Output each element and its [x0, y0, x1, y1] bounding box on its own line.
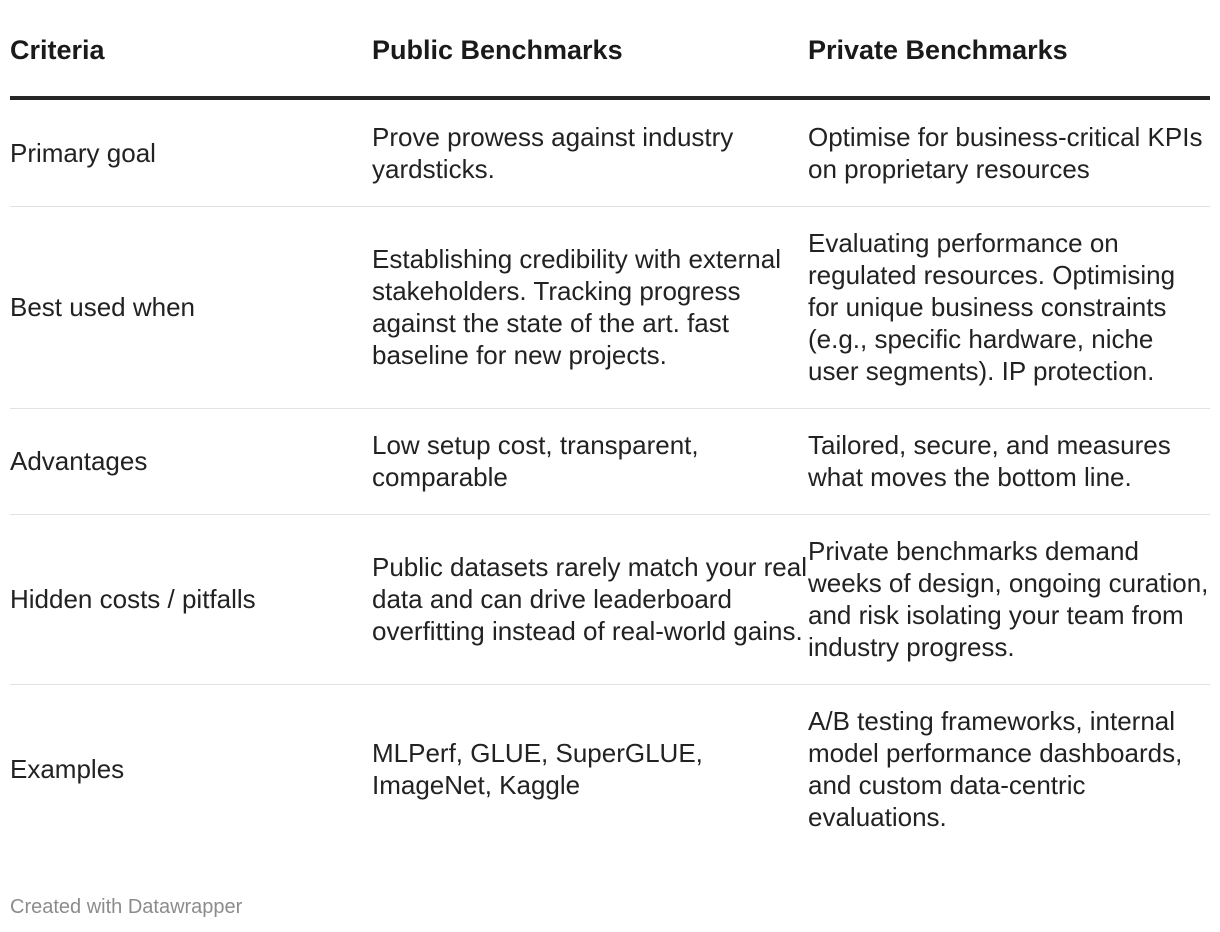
table-row — [10, 684, 1210, 854]
table-header — [10, 0, 1210, 98]
header-row — [10, 0, 1210, 98]
header-public-benchmarks: Public Benchmarks — [372, 0, 808, 98]
cell-private: Optimise for business-critical KPIs on proprietary resources — [808, 98, 1210, 206]
header-criteria: Criteria — [10, 0, 372, 98]
comparison-table-container — [10, 0, 1210, 854]
table-row — [10, 206, 1210, 408]
cell-public: Public datasets rarely match your real data and can drive leaderboard overfitting instead of real-world gains. — [372, 514, 808, 684]
cell-private: Private benchmarks demand weeks of design, ongoing curation, and risk isolating your team from industry progress. — [808, 514, 1210, 684]
cell-criteria: Primary goal — [10, 98, 372, 206]
cell-criteria: Best used when — [10, 206, 372, 408]
cell-public: Prove prowess against industry yardsticks. — [372, 98, 808, 206]
comparison-table — [10, 0, 1210, 854]
datawrapper-credit: Created with Datawrapper — [10, 896, 243, 918]
cell-private: Evaluating performance on regulated resources. Optimising for unique business constraints (e.g., specific hardware, niche user segments). IP protection. — [808, 206, 1210, 408]
header-private-benchmarks: Private Benchmarks — [808, 0, 1210, 98]
table-body — [10, 98, 1210, 854]
table-row — [10, 98, 1210, 206]
cell-private: Tailored, secure, and measures what moves the bottom line. — [808, 408, 1210, 514]
cell-public: Low setup cost, transparent, comparable — [372, 408, 808, 514]
cell-criteria: Examples — [10, 754, 125, 785]
cell-criteria: Hidden costs / pitfalls — [10, 514, 372, 684]
cell-public: MLPerf, GLUE, SuperGLUE, ImageNet, Kaggle — [372, 738, 703, 801]
cell-private: A/B testing frameworks, internal model performance dashboards, and custom data-centric evaluations. — [808, 706, 1183, 833]
table-row — [10, 514, 1210, 684]
table-row — [10, 408, 1210, 514]
cell-criteria: Advantages — [10, 408, 372, 514]
cell-public: Establishing credibility with external stakeholders. Tracking progress against the state of the art. fast baseline for new projects. — [372, 206, 808, 408]
